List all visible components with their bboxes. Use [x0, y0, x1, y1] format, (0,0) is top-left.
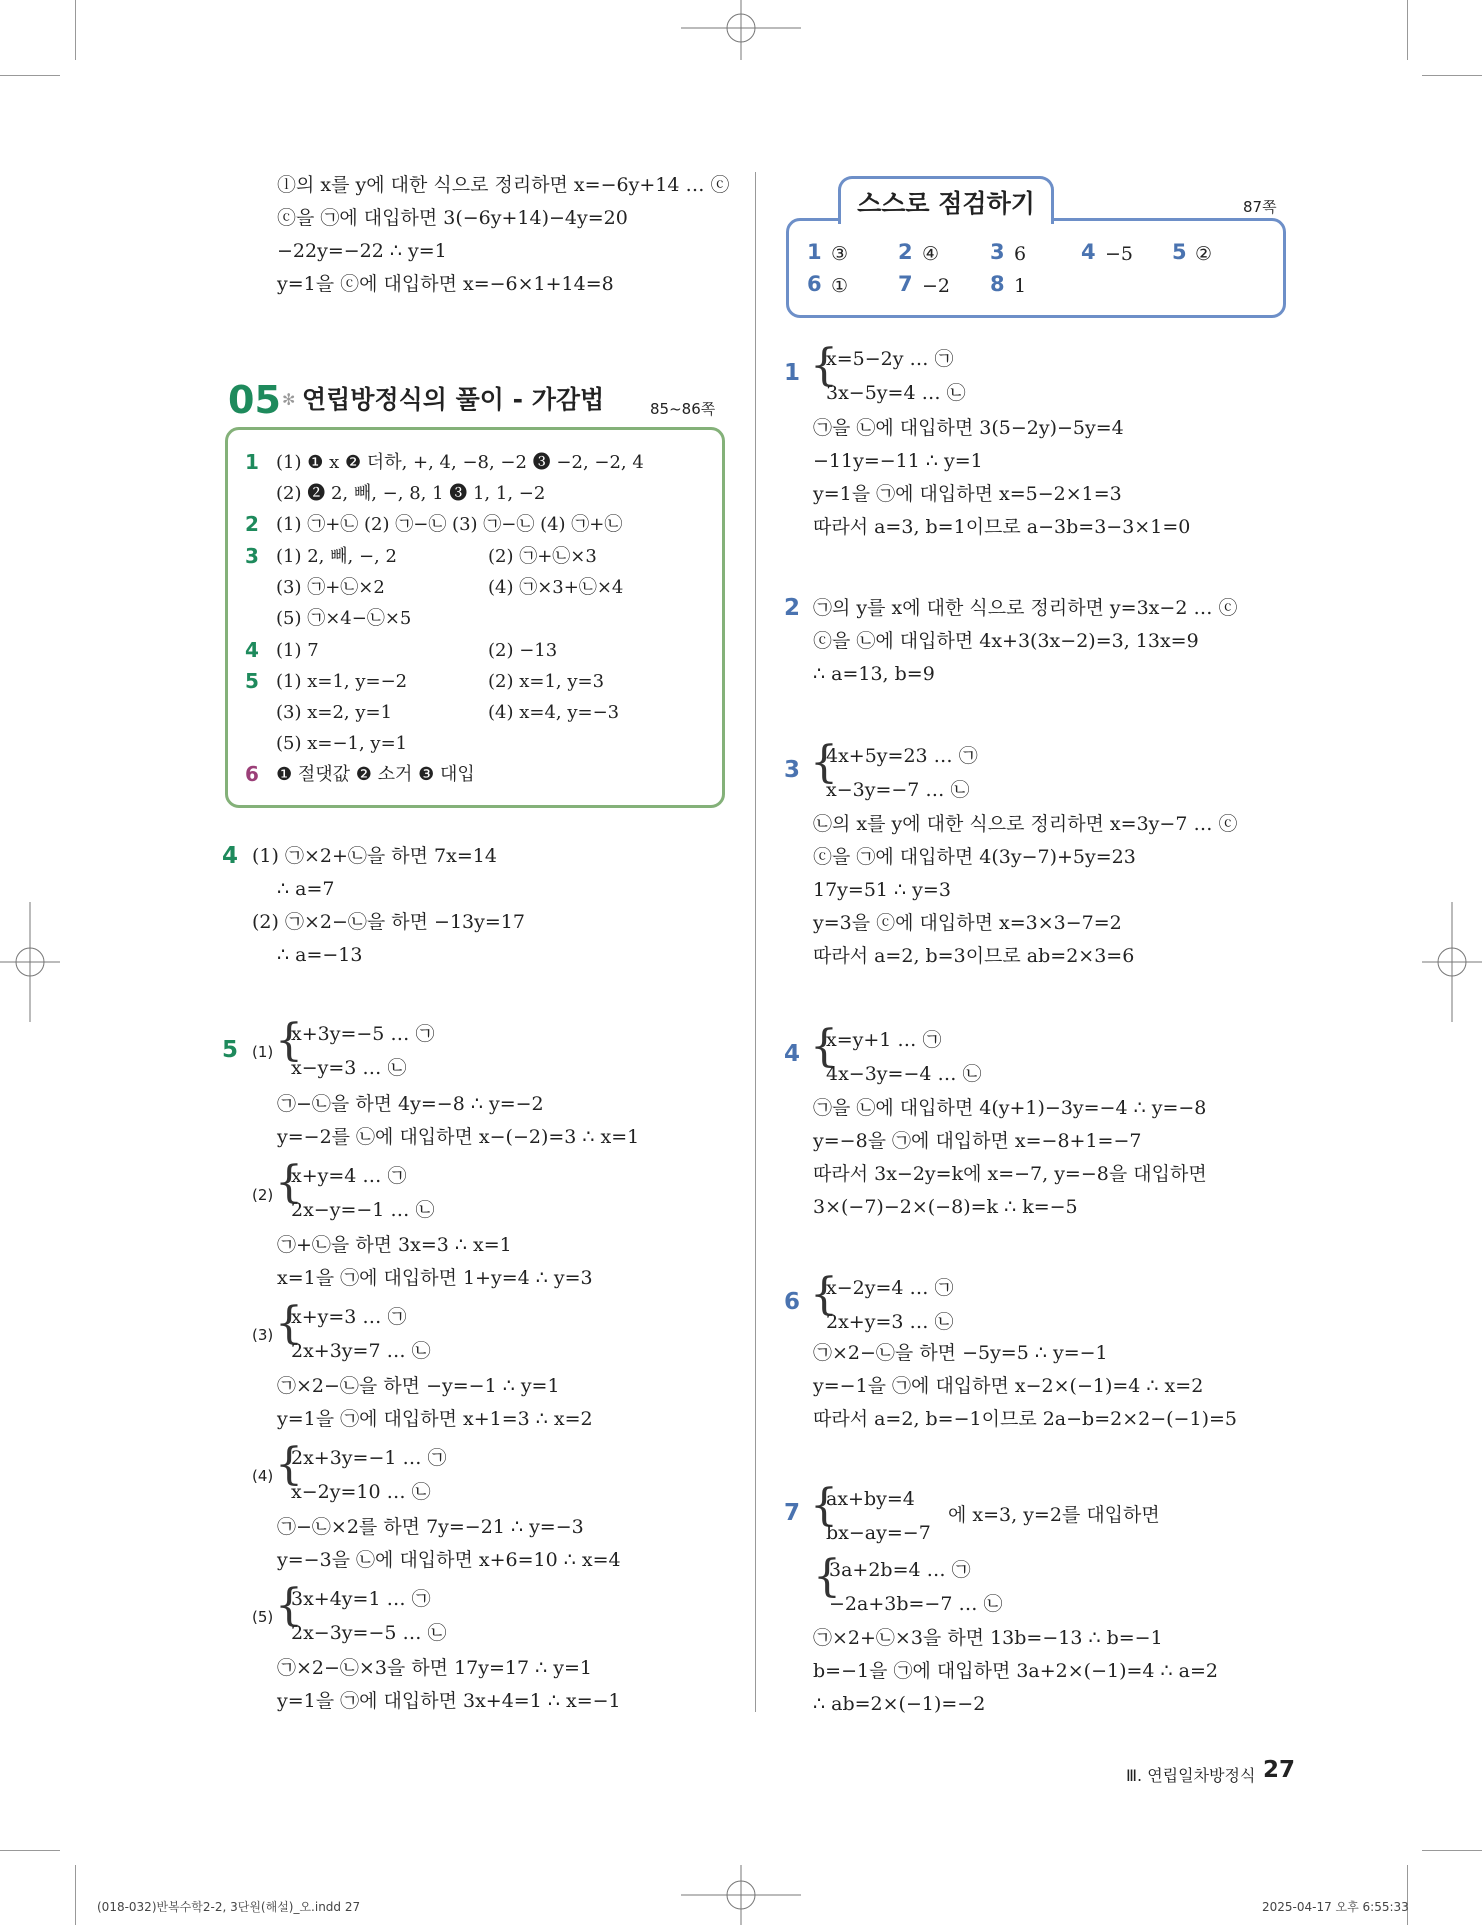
self-check-title: 스스로 점검하기	[857, 189, 1035, 218]
system-eq: 2x+y=3 … ㉡	[826, 1311, 954, 1333]
file-info: (018-032)반복수학2-2, 3단원(해설)_오.indd 27	[97, 1900, 361, 1914]
row-text: (2) ❷ 2, 빼, −, 8, 1 ❸ 1, 1, −2	[276, 483, 546, 504]
text-line: y=1을 ㉠에 대입하면 x=5−2×1=3	[813, 483, 1122, 505]
system-eq: bx−ay=−7	[826, 1522, 931, 1544]
text-line: ⓛ의 x를 y에 대한 식으로 정리하면 x=−6y+14 … ⓒ	[277, 174, 730, 196]
text-line: ㉠을 ㉡에 대입하면 4(y+1)−3y=−4 ∴ y=−8	[813, 1097, 1207, 1119]
text-line: ∴ ab=2×(−1)=−2	[813, 1693, 986, 1715]
answer-value: ②	[1195, 243, 1213, 265]
page-number: 27	[1263, 1757, 1296, 1783]
question-number: 4	[784, 1041, 801, 1067]
crop-mark	[1407, 0, 1408, 60]
text-line: y=1을 ㉠에 대입하면 x+1=3 ∴ x=2	[277, 1408, 593, 1430]
system-eq: 4x+5y=23 … ㉠	[826, 745, 978, 767]
text-line: ㉠×2−㉡을 하면 −y=−1 ∴ y=1	[277, 1375, 560, 1397]
text-line: ㉠×2−㉡을 하면 −5y=5 ∴ y=−1	[813, 1342, 1108, 1364]
row-number: 2	[245, 512, 259, 536]
system-brace: {	[275, 1580, 303, 1631]
row-text: (4) ㉠×3+㉡×4	[488, 577, 624, 598]
system-eq: 2x+3y=7 … ㉡	[291, 1340, 431, 1362]
system-eq: x−y=3 … ㉡	[291, 1057, 407, 1079]
text-line: ⓒ을 ㉠에 대입하면 4(3y−7)+5y=23	[813, 846, 1136, 868]
text-line: ∴ a=7	[277, 878, 335, 900]
answer-value: ①	[831, 275, 849, 297]
answer-value: −2	[922, 275, 951, 297]
system-eq: x−2y=4 … ㉠	[826, 1277, 954, 1299]
question-number: 6	[784, 1289, 801, 1315]
system-eq: 3x−5y=4 … ㉡	[826, 382, 966, 404]
row-text: (1) ㉠+㉡ (2) ㉠−㉡ (3) ㉠−㉡ (4) ㉠+㉡	[276, 514, 623, 535]
question-number: 4	[222, 843, 239, 869]
text-line: ㉠+㉡을 하면 3x=3 ∴ x=1	[277, 1234, 512, 1256]
text-line: y=−8을 ㉠에 대입하면 x=−8+1=−7	[813, 1130, 1142, 1152]
question-number: 3	[784, 757, 801, 783]
answer-value: 1	[1014, 275, 1027, 297]
system-eq: 2x+3y=−1 … ㉠	[291, 1447, 447, 1469]
text-line: ⓒ을 ㉡에 대입하면 4x+3(3x−2)=3, 13x=9	[813, 630, 1199, 652]
text-line: −11y=−11 ∴ y=1	[813, 450, 983, 472]
crop-mark	[0, 75, 60, 76]
system-brace: {	[275, 1015, 303, 1066]
system-eq: ax+by=4	[826, 1488, 915, 1510]
system-brace: {	[275, 1157, 303, 1208]
row-text: (1) x=1, y=−2	[276, 671, 408, 692]
text-line: y=1을 ⓒ에 대입하면 x=−6×1+14=8	[277, 273, 614, 295]
column-divider	[755, 172, 756, 1712]
answer-value: ④	[922, 243, 940, 265]
system-brace: {	[810, 1269, 838, 1320]
answer-value: −5	[1105, 243, 1134, 265]
text-line: 따라서 a=2, b=3이므로 ab=2×3=6	[813, 945, 1135, 967]
text-line: y=3을 ⓒ에 대입하면 x=3×3−7=2	[813, 912, 1122, 934]
text-line: 따라서 3x−2y=k에 x=−7, y=−8을 대입하면	[813, 1163, 1207, 1185]
text-line: 따라서 a=2, b=−1이므로 2a−b=2×2−(−1)=5	[813, 1408, 1237, 1430]
system-eq: x−3y=−7 … ㉡	[826, 779, 970, 801]
answer-number: 8	[990, 272, 1005, 296]
row-text: (1) 7	[276, 640, 319, 661]
system-brace: {	[275, 1439, 303, 1490]
text-line: ∴ a=13, b=9	[813, 663, 935, 685]
part-label: (4)	[252, 1467, 274, 1485]
system-brace: {	[810, 1021, 838, 1072]
answer-number: 1	[807, 240, 822, 264]
part-label: (5)	[252, 1608, 274, 1626]
crop-mark	[1422, 1850, 1482, 1851]
text-line: ㉠을 ㉡에 대입하면 3(5−2y)−5y=4	[813, 417, 1124, 439]
row-text: (2) x=1, y=3	[488, 671, 605, 692]
chapter-label: Ⅲ. 연립일차방정식	[1126, 1766, 1256, 1785]
question-number: 5	[222, 1037, 239, 1063]
text-line: (2) ㉠×2−㉡을 하면 −13y=17	[252, 911, 525, 933]
system-brace: {	[810, 1480, 838, 1531]
text-line: ㉠×2−㉡×3을 하면 17y=17 ∴ y=1	[277, 1657, 592, 1679]
system-eq: 4x−3y=−4 … ㉡	[826, 1063, 982, 1085]
row-text: ❶ 절댓값 ❷ 소거 ❸ 대입	[276, 764, 475, 785]
text-line: 따라서 a=3, b=1이므로 a−3b=3−3×1=0	[813, 516, 1191, 538]
row-text: (4) x=4, y=−3	[488, 702, 620, 723]
text-line: 3×(−7)−2×(−8)=k ∴ k=−5	[813, 1196, 1078, 1218]
system-eq: 2x−y=−1 … ㉡	[291, 1199, 435, 1221]
text-line: ㉠×2+㉡×3을 하면 13b=−13 ∴ b=−1	[813, 1627, 1163, 1649]
registration-mark	[681, 0, 801, 60]
question-number: 7	[784, 1500, 801, 1526]
registration-mark	[1422, 902, 1482, 1022]
text-line: (1) ㉠×2+㉡을 하면 7x=14	[252, 845, 497, 867]
system-eq: −2a+3b=−7 … ㉡	[829, 1593, 1003, 1615]
answer-number: 6	[807, 272, 822, 296]
text-line: ㉠−㉡을 하면 4y=−8 ∴ y=−2	[277, 1093, 544, 1115]
system-eq: x+y=4 … ㉠	[291, 1165, 407, 1187]
answer-number: 2	[898, 240, 913, 264]
system-brace: {	[810, 340, 838, 391]
system-eq: x+y=3 … ㉠	[291, 1306, 407, 1328]
answer-number: 5	[1172, 240, 1187, 264]
text-line: −22y=−22 ∴ y=1	[277, 240, 447, 262]
text-line: 에 x=3, y=2를 대입하면	[948, 1504, 1160, 1526]
part-label: (1)	[252, 1043, 274, 1061]
crop-mark	[1422, 75, 1482, 76]
system-brace: {	[810, 737, 838, 788]
text-line: y=−3을 ㉡에 대입하면 x+6=10 ∴ x=4	[277, 1549, 621, 1571]
part-label: (3)	[252, 1326, 274, 1344]
text-line: ㉠−㉡×2를 하면 7y=−21 ∴ y=−3	[277, 1516, 584, 1538]
crop-mark	[75, 1865, 76, 1925]
system-eq: x=5−2y … ㉠	[826, 348, 954, 370]
row-number: 5	[245, 669, 259, 693]
system-eq: 3a+2b=4 … ㉠	[829, 1559, 971, 1581]
row-number: 1	[245, 450, 259, 474]
text-line: ㉡의 x를 y에 대한 식으로 정리하면 x=3y−7 … ⓒ	[813, 813, 1238, 835]
text-line: ㉠의 y를 x에 대한 식으로 정리하면 y=3x−2 … ⓒ	[813, 597, 1238, 619]
system-brace: {	[275, 1298, 303, 1349]
answer-number: 3	[990, 240, 1005, 264]
text-line: y=−1을 ㉠에 대입하면 x−2×(−1)=4 ∴ x=2	[813, 1375, 1204, 1397]
text-line: y=1을 ㉠에 대입하면 3x+4=1 ∴ x=−1	[277, 1690, 621, 1712]
row-number: 4	[245, 638, 259, 662]
question-number: 2	[784, 595, 801, 621]
question-number: 1	[784, 360, 801, 386]
registration-mark	[0, 902, 60, 1022]
row-text: (3) x=2, y=1	[276, 702, 393, 723]
text-line: b=−1을 ㉠에 대입하면 3a+2×(−1)=4 ∴ a=2	[813, 1660, 1219, 1682]
row-text: (2) −13	[488, 640, 558, 661]
part-label: (2)	[252, 1186, 274, 1204]
answer-value: ③	[831, 243, 849, 265]
text-line: 17y=51 ∴ y=3	[813, 879, 951, 901]
section-star-icon: ✻	[282, 390, 296, 409]
system-eq: x−2y=10 … ㉡	[291, 1481, 431, 1503]
system-eq: x+3y=−5 … ㉠	[291, 1023, 435, 1045]
system-brace: {	[813, 1551, 841, 1602]
row-number: 6	[245, 762, 259, 786]
text-line: ⓒ을 ㉠에 대입하면 3(−6y+14)−4y=20	[277, 207, 628, 229]
row-text: (5) ㉠×4−㉡×5	[276, 608, 412, 629]
row-text: (3) ㉠+㉡×2	[276, 577, 385, 598]
crop-mark	[0, 1850, 60, 1851]
system-eq: 3x+4y=1 … ㉠	[291, 1588, 431, 1610]
section-number: 05	[228, 378, 281, 422]
row-number: 3	[245, 544, 259, 568]
registration-mark	[681, 1865, 801, 1925]
section-title: 연립방정식의 풀이 - 가감법	[302, 385, 605, 414]
print-date: 2025-04-17 오후 6:55:33	[1262, 1900, 1409, 1914]
self-check-box	[786, 218, 1286, 318]
system-eq: 2x−3y=−5 … ㉡	[291, 1622, 447, 1644]
text-line: y=−2를 ㉡에 대입하면 x−(−2)=3 ∴ x=1	[277, 1126, 640, 1148]
answer-number: 7	[898, 272, 913, 296]
row-text: (5) x=−1, y=1	[276, 733, 408, 754]
row-text: (2) ㉠+㉡×3	[488, 546, 597, 567]
answer-number: 4	[1081, 240, 1096, 264]
text-line: x=1을 ㉠에 대입하면 1+y=4 ∴ y=3	[277, 1267, 593, 1289]
system-eq: x=y+1 … ㉠	[826, 1029, 942, 1051]
row-text: (1) ❶ x ❷ 더하, +, 4, −8, −2 ❸ −2, −2, 4	[276, 452, 644, 473]
crop-mark	[75, 0, 76, 60]
self-check-pages: 87쪽	[1243, 198, 1277, 216]
answer-value: 6	[1014, 243, 1027, 265]
crop-mark	[1407, 1865, 1408, 1925]
section-pages: 85~86쪽	[650, 400, 716, 418]
row-text: (1) 2, 빼, −, 2	[276, 546, 397, 567]
text-line: ∴ a=−13	[277, 944, 363, 966]
